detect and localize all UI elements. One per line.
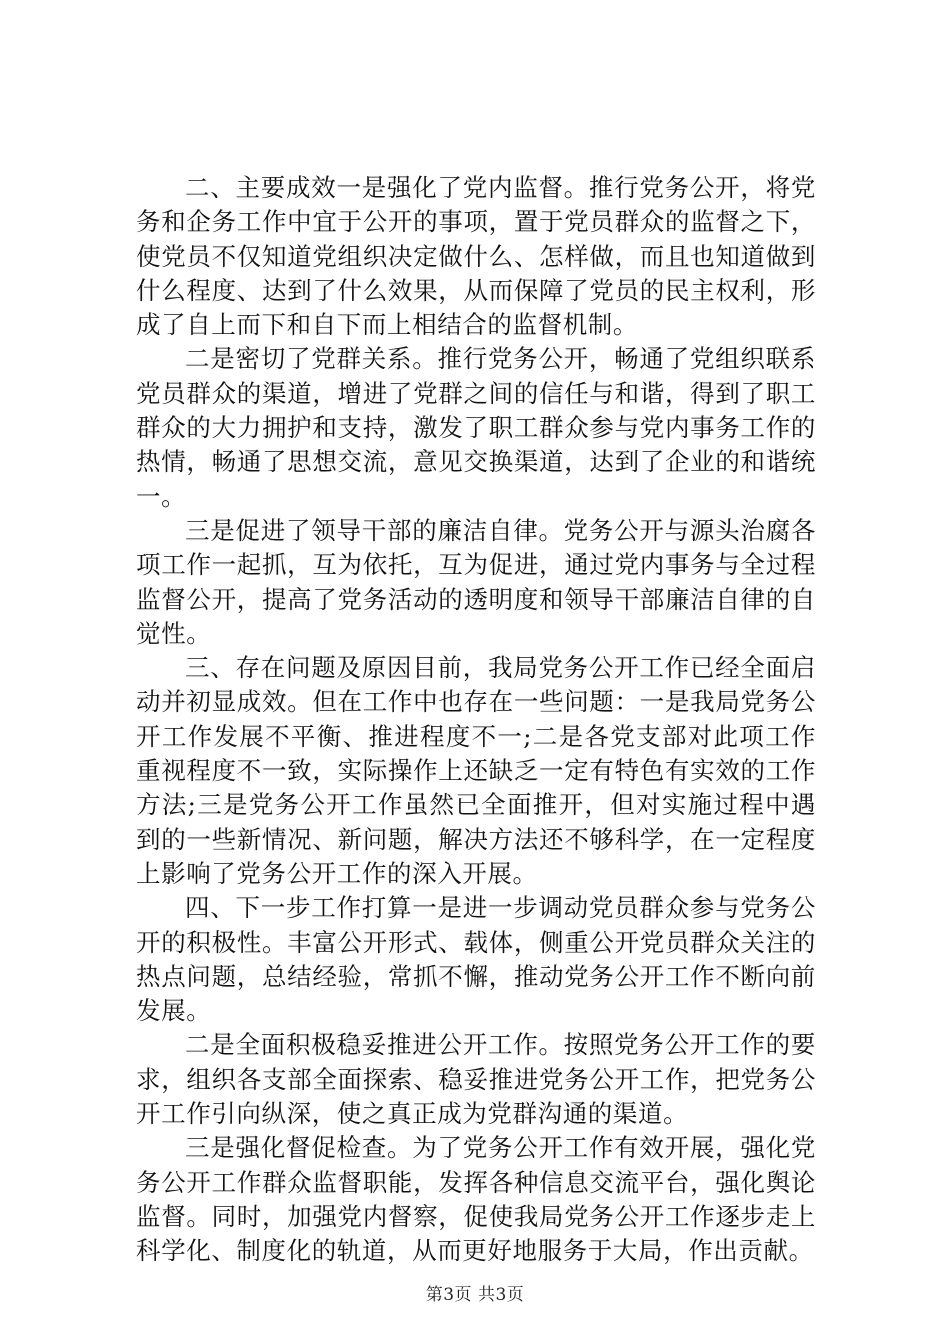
paragraph-integrity: 三是促进了领导干部的廉洁自律。党务公开与源头治腐各项工作一起抓，互为依托，互为促进，通过党内事务与全过程监督公开，提高了党务活动的透明度和领导干部廉洁自律的自觉性。 xyxy=(136,515,816,648)
paragraph-problems: 三、存在问题及原因目前，我局党务公开工作已经全面启动并初显成效。但在工作中也存在一些问题：一是我局党务公开工作发展不平衡、推进程度不一;二是各党支部对此项工作重视程度不一致，实际操作上还缺乏一定有特色有实效的工作方法;三是党务公开工作虽然已全面推开，但对实施过程中遇到的一些新情况、新问题，解决方法还不够科学，在一定程度上影响了党务公开工作的深入开展。 xyxy=(136,653,816,888)
paragraph-main-results: 二、主要成效一是强化了党内监督。推行党务公开，将党务和企务工作中宜于公开的事项，置于党员群众的监督之下，使党员不仅知道党组织决定做什么、怎样做，而且也知道做到什么程度、达到了什么效果，从而保障了党员的民主权利，形成了自上而下和自下而上相结合的监督机制。 xyxy=(136,173,816,340)
paragraph-supervision: 三是强化督促检查。为了党务公开工作有效开展，强化党务公开工作群众监督职能，发挥各种信息交流平台，强化舆论监督。同时，加强党内督察，促使我局党务公开工作逐步走上科学化、制度化的轨道，从而更好地服务于大局，作出贡献。 xyxy=(136,1133,816,1266)
paragraph-party-relations: 二是密切了党群关系。推行党务公开，畅通了党组织联系党员群众的渠道，增进了党群之间的信任与和谐，得到了职工群众的大力拥护和支持，激发了职工群众参与党内事务工作的热情，畅通了思想交流，意见交换渠道，达到了企业的和谐统一。 xyxy=(136,344,816,511)
page-number-footer: 第3页 共3页 xyxy=(425,1285,525,1305)
document-body xyxy=(136,171,816,1269)
paragraph-next-steps: 四、下一步工作打算一是进一步调动党员群众参与党务公开的积极性。丰富公开形式、载体，侧重公开党员群众关注的热点问题，总结经验，常抓不懈，推动党务公开工作不断向前发展。 xyxy=(136,893,816,1026)
paragraph-promote-disclosure: 二是全面积极稳妥推进公开工作。按照党务公开工作的要求，组织各支部全面探索、稳妥推进党务公开工作，把党务公开工作引向纵深，使之真正成为党群沟通的渠道。 xyxy=(136,1030,816,1129)
